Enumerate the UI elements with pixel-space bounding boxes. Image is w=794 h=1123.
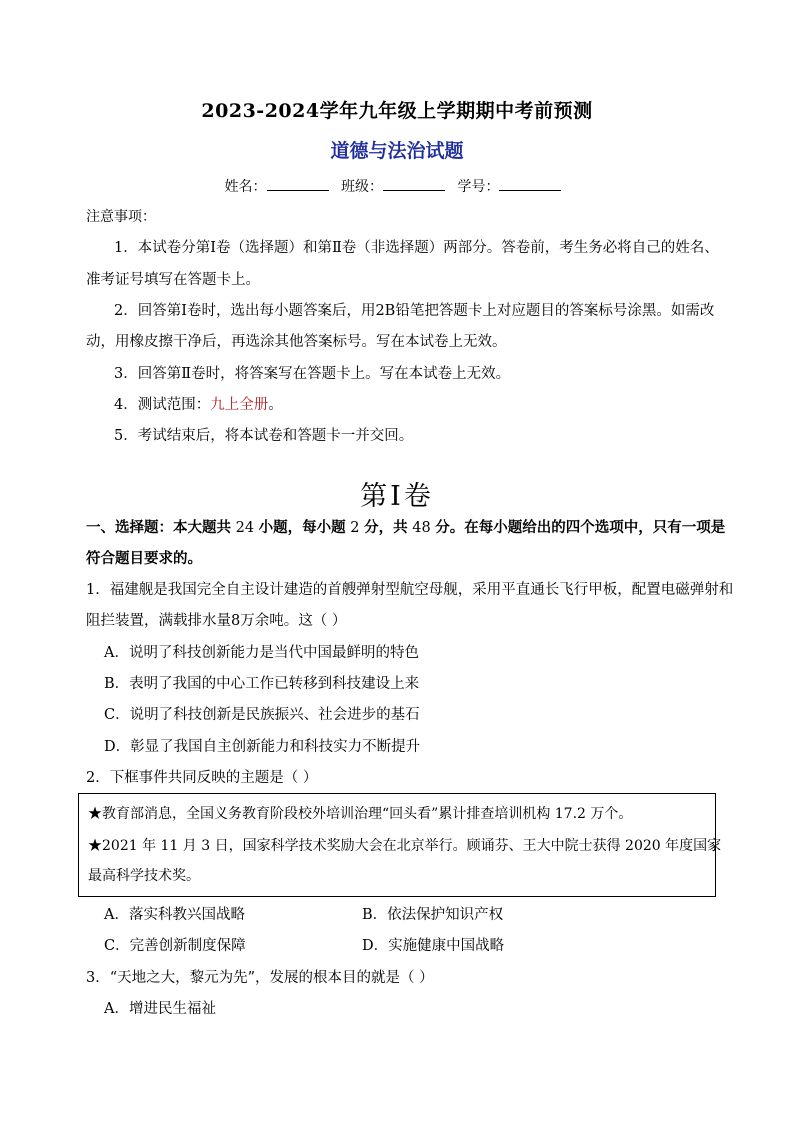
q2-stem: 2．下框事件共同反映的主题是（ ） (86, 770, 318, 786)
exam-title: 2023-2024学年九年级上学期期中考前预测 (201, 100, 593, 122)
id-blank (499, 178, 561, 191)
q3-option-a: A．增进民生福祉 (104, 1001, 216, 1017)
instr-part-3: 分，共 (364, 519, 408, 536)
notice-item-4-prefix: 4．测试范围： (114, 397, 211, 413)
id-label: 学号： (457, 179, 500, 195)
class-label: 班级： (341, 179, 383, 195)
notice-item-2-line-1: 2．回答第Ⅰ卷时，选出每小题答案后，用2B铅笔把答题卡上对应题目的答案标号涂黑。如需改 (114, 303, 715, 319)
notice-item-4-suffix: 。 (268, 397, 283, 413)
section-instructions-line-1 (86, 518, 725, 538)
q2-box-line-1: ★教育部消息，全国义务教育阶段校外培训治理“回头看”累计排查培训机构 17.2 万个。 (88, 806, 633, 822)
q2-option-d: D．实施健康中国战略 (362, 938, 505, 954)
notice-heading: 注意事项： (86, 209, 156, 225)
section-title: 第Ⅰ卷 (360, 481, 434, 512)
q2-box-line-2: ★2021 年 11 月 3 日，国家科学技术奖励大会在北京举行。顾诵芬、王大中院士获得 2020 年度国家 (88, 838, 722, 854)
instr-points-each: 2 (350, 520, 360, 536)
instr-points-total: 48 (412, 520, 431, 536)
notice-item-1-line-2: 准考证号填写在答题卡上。 (86, 272, 260, 288)
notice-item-4 (114, 395, 283, 415)
q1-stem-line-1: 1．福建舰是我国完全自主设计建造的首艘弹射型航空母舰，采用平直通长飞行甲板，配置电磁弹射和 (86, 582, 734, 598)
instr-part-1: 一、选择题：本大题共 (86, 519, 231, 536)
q1-option-a: A．说明了科技创新能力是当代中国最鲜明的特色 (104, 645, 419, 661)
notice-item-2-line-2: 动，用橡皮擦干净后，再选涂其他答案标号。写在本试卷上无效。 (86, 334, 507, 350)
notice-item-5: 5．考试结束后，将本试卷和答题卡一并交回。 (114, 428, 414, 444)
exam-subject: 道德与法治试题 (330, 140, 464, 162)
notice-item-3: 3．回答第Ⅱ卷时，将答案写在答题卡上。写在本试卷上无效。 (114, 366, 511, 382)
instr-part-4: 分。在每小题给出的四个选项中，只有一项是 (435, 519, 726, 536)
q1-option-c: C．说明了科技创新是民族振兴、社会进步的基石 (104, 707, 420, 723)
instr-part-2: 小题，每小题 (258, 519, 346, 536)
q1-option-d: D．彰显了我国自主创新能力和科技实力不断提升 (104, 739, 421, 755)
section-instructions-line-2: 符合题目要求的。 (86, 550, 202, 567)
test-range: 九上全册 (210, 397, 269, 413)
class-blank (383, 178, 445, 191)
q1-stem-line-2: 阻拦装置，满载排水量8万余吨。这（ ） (86, 613, 347, 629)
q1-option-b: B．表明了我国的中心工作已转移到科技建设上来 (104, 676, 420, 692)
student-info-line (0, 176, 794, 196)
name-label: 姓名： (224, 179, 267, 195)
instr-count: 24 (235, 520, 255, 536)
name-blank (267, 178, 329, 191)
q2-option-c: C．完善创新制度保障 (104, 938, 246, 954)
q2-option-b: B．依法保护知识产权 (362, 907, 504, 923)
q3-stem: 3．“天地之大，黎元为先”，发展的根本目的就是（ ） (86, 970, 434, 986)
notice-item-1-line-1: 1．本试卷分第Ⅰ卷（选择题）和第Ⅱ卷（非选择题）两部分。答卷前，考生务必将自己的姓名、 (114, 240, 719, 256)
q2-box-line-3: 最高科学技术奖。 (88, 868, 200, 884)
q2-option-a: A．落实科教兴国战略 (104, 907, 245, 923)
